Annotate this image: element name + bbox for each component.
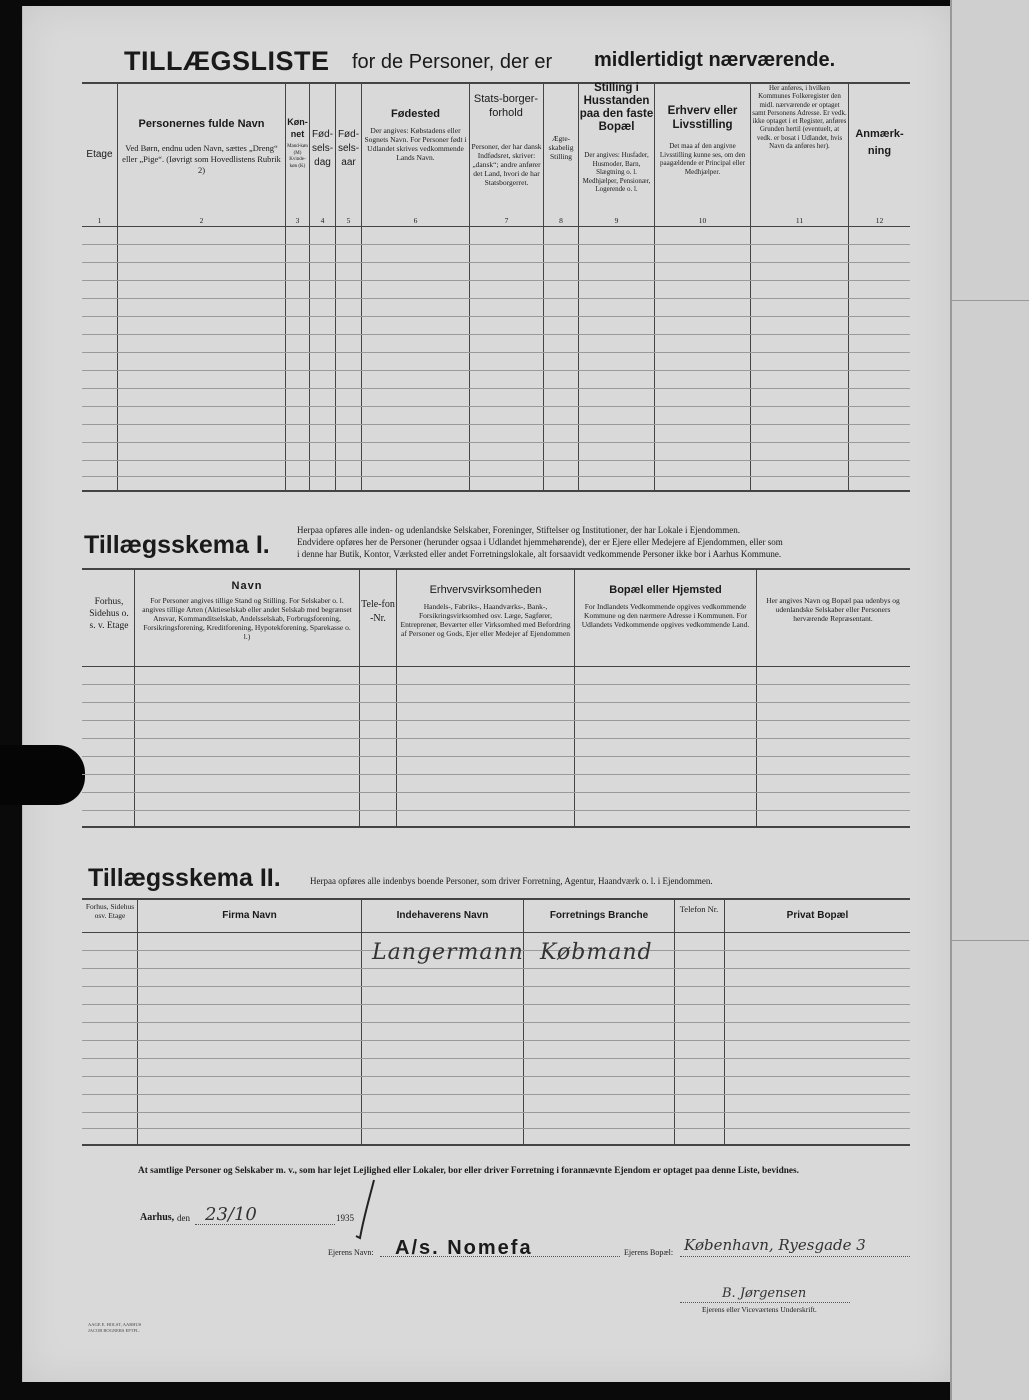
- schema2-col-branche: Forretnings Branche: [549, 910, 649, 921]
- table-row-line: [82, 738, 910, 739]
- form-title-main: TILLÆGSLISTE: [124, 46, 330, 76]
- col-header-gender-sub: Mand-køn (M) Kvinde-køn (K): [287, 144, 308, 169]
- col-number: 9: [614, 216, 619, 225]
- table-row-line: [82, 262, 910, 263]
- col-header-occupation: Erhverv eller Livsstilling: [667, 105, 738, 131]
- table-row-line: [82, 756, 910, 757]
- form-title-end: midlertidigt nærværende.: [594, 49, 836, 71]
- col-number: 7: [504, 216, 509, 225]
- table-row-line: [82, 968, 910, 969]
- table-row-line: [82, 792, 910, 793]
- col-header-birthyear: Fød-sels-aar: [337, 129, 360, 168]
- schema1-top-border: [82, 568, 910, 570]
- main-table-header-bottom: [82, 226, 910, 227]
- main-table-bottom-border: [82, 490, 910, 492]
- col-divider: [574, 568, 575, 826]
- table-row-line: [82, 986, 910, 987]
- city-label: Aarhus,: [140, 1212, 175, 1223]
- col-header-citizenship-sub: Personer, der har dansk Indfødsret, skriver: „dansk“; andre anfører det Land, hvori de har Statsborgerret.: [471, 142, 542, 187]
- declaration-text: At samtlige Personer og Selskaber m. v., som har lejet Lejlighed eller Lokaler, bor eller driver Forretning i forannævnte Ejendom er optaget paa denne Liste, bevidnes.: [138, 1166, 799, 1176]
- handwritten-owner-address: København, Ryesgade 3: [684, 1236, 866, 1254]
- schema2-col-bopael: Privat Bopæl: [786, 910, 849, 921]
- col-header-birthplace-sub: Der angives: Købstadens eller Sognets Navn. For Personer født i Udlandet skrives vedkommende Lands Navn.: [364, 126, 467, 162]
- col-header-marital: Ægte-skabelig Stilling: [548, 134, 574, 161]
- den-label: den: [177, 1213, 190, 1223]
- schema1-intro-line1: Herpaa opføres alle inden- og udenlandske Selskaber, Foreninger, Stiftelser og Institutioner, der har Lokale i Ejendommen.: [297, 525, 741, 535]
- thumb-holding-page: [0, 745, 85, 805]
- table-row-line: [82, 298, 910, 299]
- table-row-line: [82, 1004, 910, 1005]
- table-row-line: [82, 424, 910, 425]
- col-divider: [674, 898, 675, 1144]
- table-row-line: [82, 352, 910, 353]
- col-number: 6: [413, 216, 418, 225]
- schema1-col-erhverv: Erhvervsvirksomheden: [429, 584, 542, 596]
- col-number: 8: [559, 216, 563, 225]
- col-number: 10: [698, 216, 707, 225]
- col-divider: [117, 82, 118, 490]
- table-row-line: [82, 1022, 910, 1023]
- schema2-col-telefon: Telefon Nr.: [679, 904, 719, 914]
- col-divider: [359, 568, 360, 826]
- col-number: 1: [97, 216, 102, 225]
- col-header-household-sub: Der angives: Husfader, Husmoder, Barn, Slægtning o. l. Medhjælper, Pensionær, Logerende o. l.: [582, 151, 651, 193]
- table-row-line: [82, 1076, 910, 1077]
- schema1-col-representative: Her angives Navn og Bopæl paa udenbys og udenlandske Selskaber eller Personers herværende Repræsentant.: [766, 596, 900, 623]
- schema1-col-bopael: Bopæl eller Hjemsted: [609, 584, 722, 596]
- table-row-line: [82, 334, 910, 335]
- col-header-birthday: Fød-sels-dag: [311, 129, 334, 168]
- table-row-line: [82, 316, 910, 317]
- col-header-address-sub: Her anføres, i hvilken Kommunes Folkeregister den midl. nærværende er optaget samt Personens Adresse. Er vedk. ikke optaget i et Register, anføres Grunden hertil (eventuelt, at vedk. er bosat i Udlandet, hvis Navn da anføres her).: [752, 84, 847, 151]
- col-divider: [654, 82, 655, 490]
- schema2-col-indehaver: Indehaverens Navn: [396, 910, 489, 921]
- table-row-line: [82, 388, 910, 389]
- col-header-remarks: Anmærk-ning: [855, 128, 904, 157]
- col-number: 5: [346, 216, 351, 225]
- table-row-line: [82, 244, 910, 245]
- table-row-line: [82, 442, 910, 443]
- table-row-line: [82, 370, 910, 371]
- table-row-line: [82, 1128, 910, 1129]
- schema2-top-border: [82, 898, 910, 900]
- col-divider: [523, 898, 524, 1144]
- address-dotted-line: [680, 1256, 910, 1257]
- col-header-occupation-sub: Det maa af den angivne Livsstilling kunne ses, om den paagældende er Principal eller Medhjælper.: [659, 142, 746, 176]
- schema1-intro-line2: Endvidere opføres her de Personer (herunder ogsaa i Udlandet hjemmehørende), der er Ejere eller Medejere af Ejendommen, eller som: [297, 537, 783, 547]
- table-row-line: [82, 810, 910, 811]
- printer-imprint: AAGE E. HOLST, AARHUS JACOB BOGNERS EFTFL.: [88, 1322, 142, 1333]
- col-number: 2: [199, 216, 204, 225]
- col-header-etage: Etage: [86, 149, 113, 160]
- col-header-gender: Køn-net: [287, 117, 308, 139]
- table-row-line: [82, 406, 910, 407]
- table-row-line: [82, 1058, 910, 1059]
- schema1-col-bopael-sub: For Indlandets Vedkommende opgives vedkommende Kommune og den nærmere Adresse i Kommunen. For Udlandets Vedkommende opgives vedkommende Land.: [581, 602, 750, 629]
- table-row-line: [82, 476, 910, 477]
- table-row-line: [82, 280, 910, 281]
- col-number: 4: [320, 216, 325, 225]
- col-divider: [361, 898, 362, 1144]
- table-row-line: [82, 720, 910, 721]
- schema2-bottom-border: [82, 1144, 910, 1146]
- signature-dotted-line: [680, 1302, 850, 1303]
- form-title-middle: for de Personer, der er: [352, 51, 553, 73]
- col-header-name: Personernes fulde Navn: [138, 118, 265, 130]
- col-divider: [724, 898, 725, 1144]
- col-number: 12: [875, 216, 884, 225]
- table-row-line: [82, 460, 910, 461]
- schema2-title: Tillægsskema II.: [88, 864, 281, 892]
- schema1-header-bottom: [82, 666, 910, 667]
- schema2-header-bottom: [82, 932, 910, 933]
- schema2-col-etage: Forhus, Sidehus osv. Etage: [85, 902, 135, 920]
- pen-stroke: [352, 1176, 382, 1246]
- owner-label: Ejerens Navn:: [328, 1248, 374, 1257]
- table-row-line: [82, 1094, 910, 1095]
- col-divider: [578, 82, 579, 490]
- col-number: 3: [295, 216, 300, 225]
- table-row-line: [82, 1040, 910, 1041]
- schema1-col-navn: Navn: [231, 580, 263, 592]
- table-row-line: [82, 702, 910, 703]
- schema1-intro-line3: i denne har Butik, Kontor, Værksted eller andet Forretningslokale, alt forsaavidt vedkommende Personer ikke bor i Aarhus Kommune.: [297, 549, 782, 559]
- col-header-household-position: Stilling i Husstanden paa den faste Bopæl: [579, 82, 654, 133]
- schema1-bottom-border: [82, 826, 910, 828]
- handwritten-business-type: Købmand: [540, 940, 653, 965]
- schema2-col-firma: Firma Navn: [222, 910, 277, 921]
- schema2-intro: Herpaa opføres alle indenbys boende Personer, som driver Forretning, Agentur, Haandværk o. l. i Ejendommen.: [310, 876, 713, 886]
- schema1-col-telefon: Tele-fon-Nr.: [361, 599, 395, 624]
- year-text: 1935: [336, 1213, 354, 1223]
- table-row-line: [82, 1112, 910, 1113]
- schema1-col-etage: Forhus, Sidehus o. s. v. Etage: [89, 597, 129, 631]
- col-header-citizenship: Stats-borger-forhold: [473, 93, 539, 119]
- adjacent-page: [950, 0, 1029, 1400]
- schema1-title: Tillægsskema I.: [84, 531, 270, 559]
- col-divider: [361, 82, 362, 490]
- owner-name-stamp: A/s. Nomefa: [395, 1237, 533, 1259]
- table-row-line: [82, 684, 910, 685]
- col-divider: [134, 568, 135, 826]
- table-row-line: [82, 774, 910, 775]
- col-divider: [750, 82, 751, 490]
- col-divider: [756, 568, 757, 826]
- col-number: 11: [795, 216, 804, 225]
- schema1-col-navn-sub: For Personer angives tillige Stand og Stilling. For Selskaber o. l. angives tillige Arten (Aktieselskab eller andet Selskab med begrænset Ansvar, Kommanditselskab, Andelsselskab, Forbrugsforening, Forsikringsforening, Kreditforening, Hypotekforening, Sparekasse o. l.): [142, 596, 352, 641]
- col-divider: [396, 568, 397, 826]
- signature: B. Jørgensen: [722, 1286, 807, 1301]
- signature-label: Ejerens eller Viceværtens Underskrift.: [702, 1305, 817, 1314]
- col-header-name-sub: Ved Børn, endnu uden Navn, sættes „Dreng“ eller „Pige“. (Iøvrigt som Hovedlistens Rubrik 2): [122, 143, 281, 175]
- handwritten-date: 23/10: [205, 1204, 257, 1225]
- owner-address-label: Ejerens Bopæl:: [624, 1248, 674, 1257]
- col-divider: [137, 898, 138, 1144]
- handwritten-owner-name: Langermann: [372, 940, 524, 965]
- schema1-col-erhverv-sub: Handels-, Fabriks-, Haandværks-, Bank-, Forsikringsvirksomhed osv. Læge, Sagfører, Entreprenør, Beværter eller Virksomhed med Befordring af Personer og Gods, Ejer eller Medejer af Ejendommen: [400, 602, 571, 638]
- col-header-birthplace: Fødested: [391, 108, 440, 120]
